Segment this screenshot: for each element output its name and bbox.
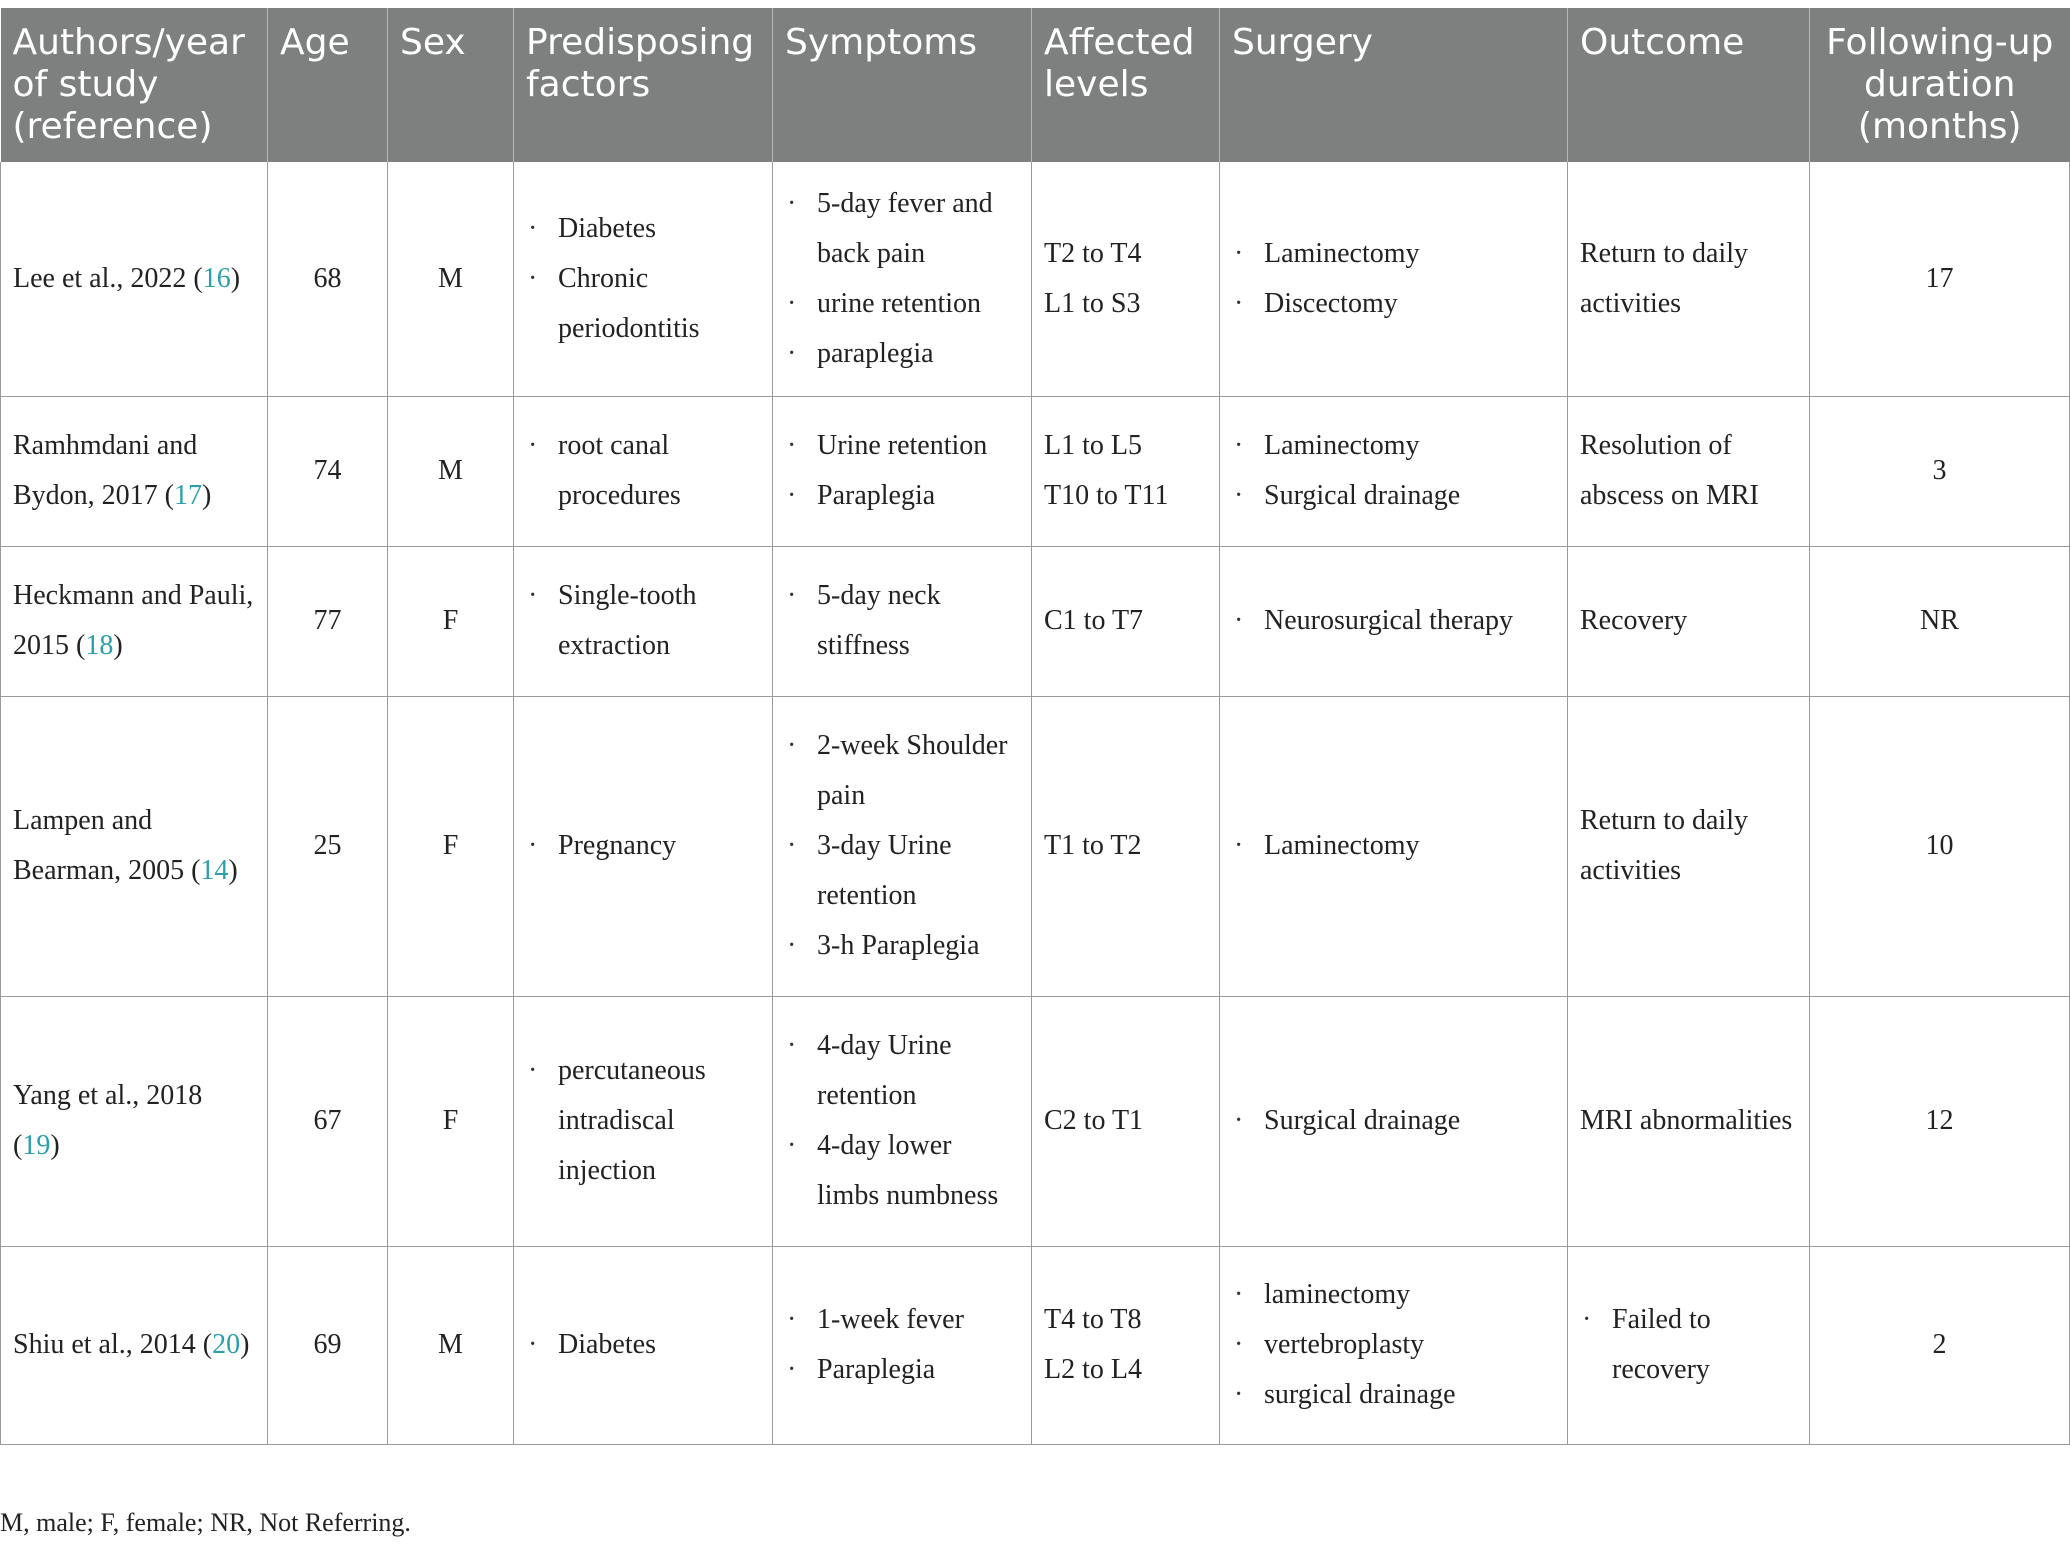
surgery-list bbox=[1232, 596, 1555, 646]
cell-outcome: MRI abnormalities bbox=[1568, 996, 1810, 1246]
factor-list bbox=[526, 1320, 760, 1370]
author-close: ) bbox=[240, 1329, 250, 1360]
surgery-item: · Surgical drainage bbox=[1232, 471, 1555, 521]
author-close: ) bbox=[228, 855, 238, 886]
cell-surgery bbox=[1220, 396, 1568, 546]
factor-list bbox=[526, 1046, 760, 1196]
cell-author bbox=[1, 696, 268, 996]
author-close: ) bbox=[50, 1130, 60, 1161]
symptom-item: · 1-week fever bbox=[785, 1295, 1019, 1345]
symptom-item: · paraplegia bbox=[785, 329, 1019, 379]
cell-age: 77 bbox=[268, 546, 388, 696]
factor-item: · Single-tooth extraction bbox=[526, 571, 760, 671]
cell-age: 68 bbox=[268, 162, 388, 396]
header-row bbox=[1, 8, 2070, 162]
level-item: T4 to T8 bbox=[1044, 1304, 1142, 1335]
cell-age: 67 bbox=[268, 996, 388, 1246]
cell-factors bbox=[514, 162, 773, 396]
cell-sex: F bbox=[388, 546, 514, 696]
symptom-list bbox=[785, 1295, 1019, 1395]
header-outcome: Outcome bbox=[1568, 8, 1810, 162]
table-row bbox=[1, 546, 2070, 696]
table-footnote: M, male; F, female; NR, Not Referring. bbox=[0, 1508, 411, 1537]
level-item: C1 to T7 bbox=[1044, 605, 1144, 636]
surgery-item: · laminectomy bbox=[1232, 1270, 1555, 1320]
cell-author bbox=[1, 546, 268, 696]
outcome-list bbox=[1580, 1295, 1797, 1395]
cell-sex: M bbox=[388, 396, 514, 546]
surgery-item: · Surgical drainage bbox=[1232, 1096, 1555, 1146]
cell-levels bbox=[1032, 162, 1220, 396]
level-item: T1 to T2 bbox=[1044, 830, 1142, 861]
author-text: Yang et al., 2018 ( bbox=[13, 1080, 203, 1161]
symptom-list bbox=[785, 421, 1019, 521]
case-reports-table bbox=[0, 8, 2070, 1445]
cell-surgery bbox=[1220, 162, 1568, 396]
cell-author bbox=[1, 162, 268, 396]
symptom-item: · Paraplegia bbox=[785, 471, 1019, 521]
header-factors: Predisposing factors bbox=[514, 8, 773, 162]
factor-item: · Pregnancy bbox=[526, 821, 760, 871]
table-row bbox=[1, 162, 2070, 396]
surgery-item: · Laminectomy bbox=[1232, 229, 1555, 279]
surgery-list bbox=[1232, 821, 1555, 871]
cell-levels bbox=[1032, 396, 1220, 546]
reference-link[interactable]: 19 bbox=[22, 1130, 51, 1161]
surgery-item: · Laminectomy bbox=[1232, 821, 1555, 871]
table-row bbox=[1, 996, 2070, 1246]
cell-surgery bbox=[1220, 696, 1568, 996]
symptom-item: · 3-h Paraplegia bbox=[785, 921, 1019, 971]
header-age: Age bbox=[268, 8, 388, 162]
level-item: T10 to T11 bbox=[1044, 480, 1169, 511]
cell-author bbox=[1, 396, 268, 546]
cell-factors bbox=[514, 546, 773, 696]
cell-author bbox=[1, 1246, 268, 1444]
symptom-item: · 4-day Urine retention bbox=[785, 1021, 1019, 1121]
cell-symptoms bbox=[773, 162, 1032, 396]
reference-link[interactable]: 14 bbox=[200, 855, 229, 886]
cell-symptoms bbox=[773, 396, 1032, 546]
symptom-list bbox=[785, 721, 1019, 971]
factor-list bbox=[526, 571, 760, 671]
symptom-item: · Paraplegia bbox=[785, 1345, 1019, 1395]
header-levels: Affected levels bbox=[1032, 8, 1220, 162]
cell-sex: F bbox=[388, 696, 514, 996]
cell-sex: M bbox=[388, 162, 514, 396]
table-row bbox=[1, 696, 2070, 996]
cell-symptoms bbox=[773, 1246, 1032, 1444]
factor-item: · Diabetes bbox=[526, 1320, 760, 1370]
cell-levels bbox=[1032, 996, 1220, 1246]
author-text: Ramhmdani and Bydon, 2017 ( bbox=[13, 430, 198, 511]
factor-list bbox=[526, 204, 760, 354]
factor-item: · Diabetes bbox=[526, 204, 760, 254]
cell-outcome: Return to daily activities bbox=[1568, 162, 1810, 396]
author-text: Lee et al., 2022 ( bbox=[13, 262, 203, 294]
surgery-item: · vertebroplasty bbox=[1232, 1320, 1555, 1370]
surgery-list bbox=[1232, 421, 1555, 521]
symptom-item: · 3-day Urine retention bbox=[785, 821, 1019, 921]
header-surgery: Surgery bbox=[1220, 8, 1568, 162]
symptom-list bbox=[785, 179, 1019, 379]
cell-factors bbox=[514, 1246, 773, 1444]
cell-followup: 17 bbox=[1810, 162, 2070, 396]
cell-outcome: Recovery bbox=[1568, 546, 1810, 696]
reference-link[interactable]: 17 bbox=[174, 480, 202, 511]
author-text: Lampen and Bearman, 2005 ( bbox=[13, 805, 201, 886]
reference-link[interactable]: 18 bbox=[85, 630, 114, 661]
factor-item: · percutaneous intradiscal injection bbox=[526, 1046, 760, 1196]
cell-followup: 10 bbox=[1810, 696, 2070, 996]
factor-item: · Chronic periodontitis bbox=[526, 254, 760, 354]
cell-sex: F bbox=[388, 996, 514, 1246]
cell-sex: M bbox=[388, 1246, 514, 1444]
symptom-list bbox=[785, 571, 1019, 671]
symptom-item: · urine retention bbox=[785, 279, 1019, 329]
factor-list bbox=[526, 421, 760, 521]
cell-age: 25 bbox=[268, 696, 388, 996]
header-followup: Following-up duration (months) bbox=[1810, 8, 2070, 162]
author-close: ) bbox=[230, 262, 241, 294]
cell-symptoms bbox=[773, 996, 1032, 1246]
cell-surgery bbox=[1220, 996, 1568, 1246]
symptom-list bbox=[785, 1021, 1019, 1221]
cell-outcome: Resolution of abscess on MRI bbox=[1568, 396, 1810, 546]
cell-factors bbox=[514, 396, 773, 546]
outcome-item: · Failed to recovery bbox=[1580, 1295, 1797, 1395]
cell-factors bbox=[514, 996, 773, 1246]
header-sex: Sex bbox=[388, 8, 514, 162]
cell-age: 74 bbox=[268, 396, 388, 546]
cell-outcome: Return to daily activities bbox=[1568, 696, 1810, 996]
cell-age: 69 bbox=[268, 1246, 388, 1444]
cell-surgery bbox=[1220, 1246, 1568, 1444]
level-item: C2 to T1 bbox=[1044, 1105, 1144, 1136]
cell-followup: 3 bbox=[1810, 396, 2070, 546]
cell-author bbox=[1, 996, 268, 1246]
cell-symptoms bbox=[773, 546, 1032, 696]
reference-link[interactable]: 16 bbox=[202, 262, 231, 294]
surgery-item: · Laminectomy bbox=[1232, 421, 1555, 471]
table-row bbox=[1, 396, 2070, 546]
author-close: ) bbox=[202, 480, 212, 511]
surgery-item: · Discectomy bbox=[1232, 279, 1555, 329]
cell-outcome bbox=[1568, 1246, 1810, 1444]
cell-symptoms bbox=[773, 696, 1032, 996]
surgery-list bbox=[1232, 229, 1555, 329]
surgery-list bbox=[1232, 1270, 1555, 1420]
cell-followup: 2 bbox=[1810, 1246, 2070, 1444]
header-authors: Authors/year of study (reference) bbox=[1, 8, 268, 162]
surgery-list bbox=[1232, 1096, 1555, 1146]
author-text: Shiu et al., 2014 ( bbox=[13, 1329, 213, 1360]
cell-factors bbox=[514, 696, 773, 996]
factor-list bbox=[526, 821, 760, 871]
cell-followup: 12 bbox=[1810, 996, 2070, 1246]
surgery-item: · Neurosurgical therapy bbox=[1232, 596, 1555, 646]
table-row bbox=[1, 1246, 2070, 1444]
cell-surgery bbox=[1220, 546, 1568, 696]
cell-followup: NR bbox=[1810, 546, 2070, 696]
level-item: T2 to T4 bbox=[1044, 237, 1142, 269]
level-item: L1 to L5 bbox=[1044, 430, 1142, 461]
cell-levels bbox=[1032, 1246, 1220, 1444]
author-close: ) bbox=[113, 630, 123, 661]
symptom-item: · 2-week Shoulder pain bbox=[785, 721, 1019, 821]
cell-levels bbox=[1032, 696, 1220, 996]
level-item: L1 to S3 bbox=[1044, 287, 1141, 319]
symptom-item: · 5-day fever and back pain bbox=[785, 179, 1019, 279]
symptom-item: · 4-day lower limbs numbness bbox=[785, 1121, 1019, 1221]
author-text: Heckmann and Pauli, 2015 ( bbox=[13, 580, 254, 661]
cell-levels bbox=[1032, 546, 1220, 696]
symptom-item: · 5-day neck stiffness bbox=[785, 571, 1019, 671]
header-symptoms: Symptoms bbox=[773, 8, 1032, 162]
level-item: L2 to L4 bbox=[1044, 1354, 1142, 1385]
reference-link[interactable]: 20 bbox=[212, 1329, 241, 1360]
factor-item: · root canal procedures bbox=[526, 421, 760, 521]
symptom-item: · Urine retention bbox=[785, 421, 1019, 471]
surgery-item: · surgical drainage bbox=[1232, 1370, 1555, 1420]
